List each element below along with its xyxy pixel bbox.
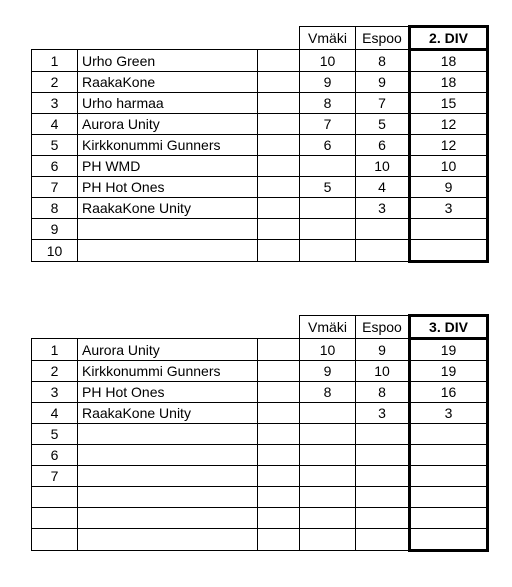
vmaki-points-cell: 7	[300, 114, 356, 135]
col-header-division: 2. DIV	[410, 27, 488, 50]
spacer-cell	[258, 240, 300, 262]
team-name-cell: PH Hot Ones	[78, 177, 258, 198]
rank-cell: 4	[32, 114, 78, 135]
vmaki-points-cell: 10	[300, 50, 356, 72]
division-total-cell: 16	[410, 382, 488, 403]
table-row	[32, 529, 488, 551]
spacer-cell	[258, 424, 300, 445]
spacer-cell	[258, 177, 300, 198]
header-blank	[78, 27, 258, 50]
espoo-points-cell	[356, 445, 410, 466]
team-name-cell: RaakaKone	[78, 72, 258, 93]
rank-cell: 5	[32, 135, 78, 156]
vmaki-points-cell	[300, 156, 356, 177]
table-row	[32, 156, 488, 177]
spacer-cell	[258, 198, 300, 219]
rank-cell: 7	[32, 177, 78, 198]
standings-table-div3	[31, 314, 489, 552]
team-name-cell: Aurora Unity	[78, 339, 258, 361]
table-row	[32, 403, 488, 424]
espoo-points-cell: 4	[356, 177, 410, 198]
division-total-cell: 19	[410, 339, 488, 361]
vmaki-points-cell: 9	[300, 72, 356, 93]
team-name-cell: RaakaKone Unity	[78, 198, 258, 219]
team-name-cell	[78, 424, 258, 445]
espoo-points-cell: 8	[356, 382, 410, 403]
vmaki-points-cell: 8	[300, 382, 356, 403]
header-blank	[78, 316, 258, 339]
division-total-cell	[410, 529, 488, 551]
col-header-division: 3. DIV	[410, 316, 488, 339]
spacer-cell	[258, 445, 300, 466]
rank-cell: 8	[32, 198, 78, 219]
team-name-cell	[78, 529, 258, 551]
rank-cell: 5	[32, 424, 78, 445]
spacer-cell	[258, 50, 300, 72]
rank-cell: 9	[32, 219, 78, 240]
team-name-cell	[78, 445, 258, 466]
team-name-cell: PH WMD	[78, 156, 258, 177]
table-row	[32, 114, 488, 135]
division-total-cell: 3	[410, 403, 488, 424]
team-name-cell: RaakaKone Unity	[78, 403, 258, 424]
espoo-points-cell	[356, 424, 410, 445]
espoo-points-cell: 6	[356, 135, 410, 156]
division-total-cell: 15	[410, 93, 488, 114]
espoo-points-cell	[356, 466, 410, 487]
rank-cell: 2	[32, 361, 78, 382]
division-total-cell: 9	[410, 177, 488, 198]
vmaki-points-cell	[300, 529, 356, 551]
col-header-espoo: Espoo	[356, 27, 410, 50]
table-row	[32, 508, 488, 529]
spacer-cell	[258, 403, 300, 424]
table-row	[32, 93, 488, 114]
rank-cell: 1	[32, 339, 78, 361]
table-row	[32, 240, 488, 262]
espoo-points-cell: 7	[356, 93, 410, 114]
standings-table-div2	[31, 25, 489, 263]
rank-cell: 3	[32, 382, 78, 403]
division-total-cell	[410, 424, 488, 445]
division-total-cell	[410, 466, 488, 487]
table-row	[32, 50, 488, 72]
table-row	[32, 382, 488, 403]
rank-cell: 6	[32, 156, 78, 177]
team-name-cell: PH Hot Ones	[78, 382, 258, 403]
header-blank	[32, 27, 78, 50]
team-name-cell	[78, 466, 258, 487]
division-total-cell	[410, 219, 488, 240]
vmaki-points-cell	[300, 198, 356, 219]
espoo-points-cell: 9	[356, 72, 410, 93]
rank-cell	[32, 529, 78, 551]
team-name-cell	[78, 219, 258, 240]
division-total-cell	[410, 445, 488, 466]
spacer-cell	[258, 487, 300, 508]
spacer-cell	[258, 361, 300, 382]
rank-cell: 2	[32, 72, 78, 93]
header-blank	[258, 27, 300, 50]
espoo-points-cell	[356, 529, 410, 551]
espoo-points-cell: 3	[356, 403, 410, 424]
division-total-cell: 19	[410, 361, 488, 382]
division-total-cell: 18	[410, 72, 488, 93]
team-name-cell: Urho Green	[78, 50, 258, 72]
table-row	[32, 339, 488, 361]
espoo-points-cell	[356, 240, 410, 262]
team-name-cell	[78, 508, 258, 529]
espoo-points-cell	[356, 487, 410, 508]
spacer-cell	[258, 135, 300, 156]
division-total-cell: 18	[410, 50, 488, 72]
division-total-cell	[410, 240, 488, 262]
vmaki-points-cell: 8	[300, 93, 356, 114]
division-total-cell: 12	[410, 114, 488, 135]
table-row	[32, 487, 488, 508]
rank-cell: 4	[32, 403, 78, 424]
team-name-cell: Kirkkonummi Gunners	[78, 135, 258, 156]
espoo-points-cell: 9	[356, 339, 410, 361]
division-total-cell: 10	[410, 156, 488, 177]
col-header-espoo: Espoo	[356, 316, 410, 339]
spacer-cell	[258, 156, 300, 177]
table-row	[32, 135, 488, 156]
espoo-points-cell: 10	[356, 156, 410, 177]
espoo-points-cell: 3	[356, 198, 410, 219]
vmaki-points-cell: 5	[300, 177, 356, 198]
spacer-cell	[258, 72, 300, 93]
rank-cell	[32, 508, 78, 529]
table-row	[32, 466, 488, 487]
col-header-vmaki: Vmäki	[300, 27, 356, 50]
spacer-cell	[258, 529, 300, 551]
team-name-cell	[78, 240, 258, 262]
division-total-cell: 12	[410, 135, 488, 156]
rank-cell: 6	[32, 445, 78, 466]
vmaki-points-cell	[300, 424, 356, 445]
rank-cell: 10	[32, 240, 78, 262]
team-name-cell: Aurora Unity	[78, 114, 258, 135]
table-row	[32, 424, 488, 445]
vmaki-points-cell	[300, 466, 356, 487]
division-total-cell	[410, 508, 488, 529]
vmaki-points-cell: 9	[300, 361, 356, 382]
rank-cell	[32, 487, 78, 508]
table-row	[32, 361, 488, 382]
table-row	[32, 177, 488, 198]
vmaki-points-cell	[300, 219, 356, 240]
espoo-points-cell	[356, 508, 410, 529]
espoo-points-cell: 10	[356, 361, 410, 382]
team-name-cell: Urho harmaa	[78, 93, 258, 114]
spacer-cell	[258, 466, 300, 487]
table-row	[32, 219, 488, 240]
rank-cell: 1	[32, 50, 78, 72]
vmaki-points-cell	[300, 403, 356, 424]
vmaki-points-cell	[300, 487, 356, 508]
spacer-cell	[258, 93, 300, 114]
rank-cell: 3	[32, 93, 78, 114]
vmaki-points-cell	[300, 508, 356, 529]
vmaki-points-cell	[300, 240, 356, 262]
division-total-cell	[410, 487, 488, 508]
team-name-cell: Kirkkonummi Gunners	[78, 361, 258, 382]
table-row	[32, 445, 488, 466]
header-blank	[258, 316, 300, 339]
spacer-cell	[258, 382, 300, 403]
team-name-cell	[78, 487, 258, 508]
table-row	[32, 198, 488, 219]
spacer-cell	[258, 508, 300, 529]
vmaki-points-cell: 10	[300, 339, 356, 361]
espoo-points-cell: 5	[356, 114, 410, 135]
spacer-cell	[258, 339, 300, 361]
table-header-row	[32, 316, 488, 339]
vmaki-points-cell: 6	[300, 135, 356, 156]
espoo-points-cell: 8	[356, 50, 410, 72]
table-header-row	[32, 27, 488, 50]
spacer-cell	[258, 114, 300, 135]
col-header-vmaki: Vmäki	[300, 316, 356, 339]
division-total-cell: 3	[410, 198, 488, 219]
espoo-points-cell	[356, 219, 410, 240]
table-row	[32, 72, 488, 93]
vmaki-points-cell	[300, 445, 356, 466]
spacer-cell	[258, 219, 300, 240]
header-blank	[32, 316, 78, 339]
rank-cell: 7	[32, 466, 78, 487]
